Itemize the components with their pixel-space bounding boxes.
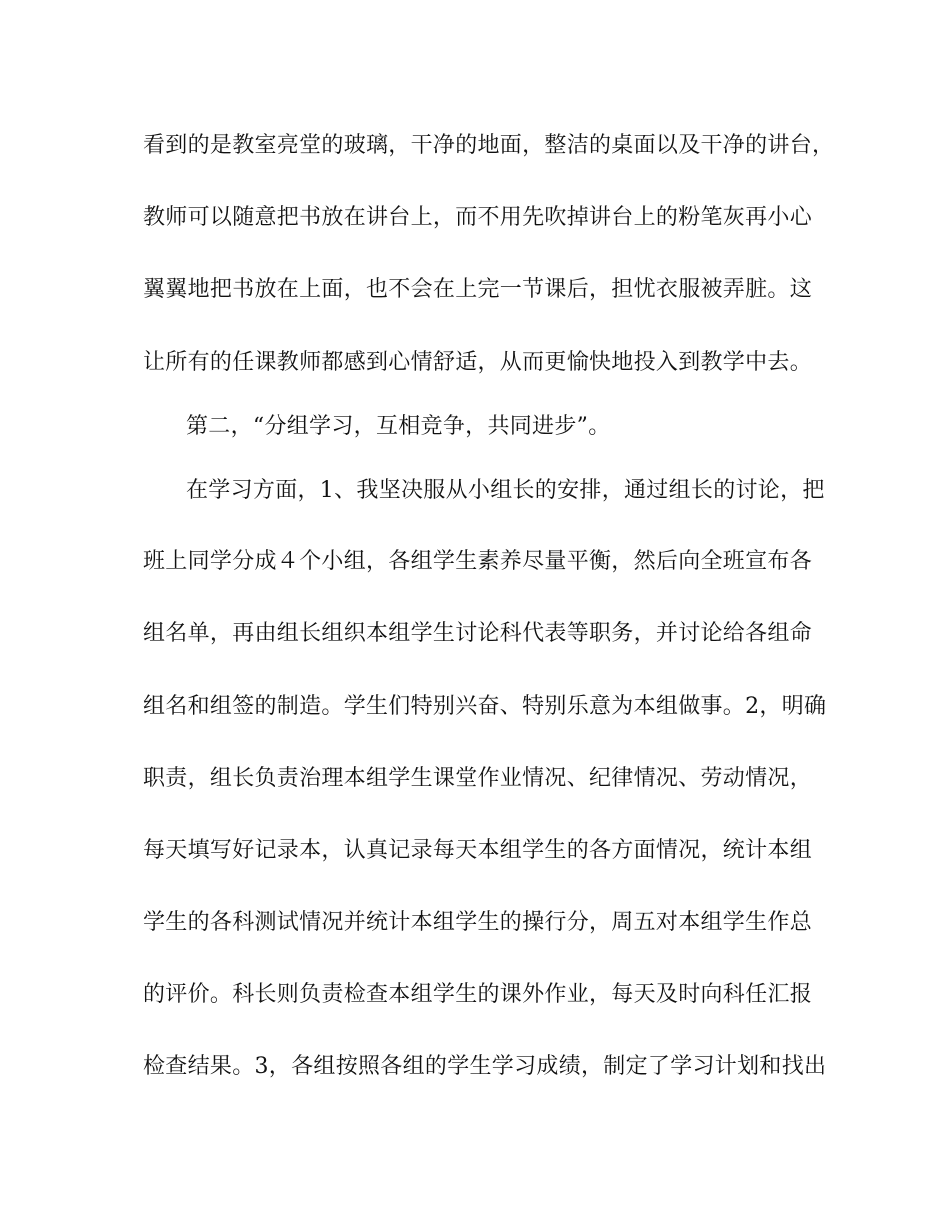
text-line: 检查结果。3，各组按照各组的学生学习成绩，制定了学习计划和找出: [143, 1054, 827, 1079]
text-line: 班上同学分成４个小组，各组学生素养尽量平衡，然后向全班宣布各: [143, 549, 813, 574]
section-heading: 第二，“分组学习，互相竞争，共同进步”。: [186, 414, 611, 439]
text-line: 组名和组签的制造。学生们特别兴奋、特别乐意为本组做事。2，明确: [143, 694, 827, 719]
text-line: 每天填写好记录本，认真记录每天本组学生的各方面情况，统计本组: [143, 838, 813, 863]
text-line: 看到的是教室亮堂的玻璃，干净的地面，整洁的桌面以及干净的讲台，: [143, 133, 835, 158]
text-line: 的评价。科长则负责检查本组学生的课外作业，每天及时向科任汇报: [143, 982, 813, 1007]
text-line: 学生的各科测试情况并统计本组学生的操行分，周五对本组学生作总: [143, 910, 813, 935]
paragraph-first-line: 在学习方面，1、我坚决服从小组长的安排，通过组长的讨论，把: [186, 478, 825, 503]
text-line: 组名单，再由组长组织本组学生讨论科代表等职务，并讨论给各组命: [143, 621, 813, 646]
text-line: 职责，组长负责治理本组学生课堂作业情况、纪律情况、劳动情况，: [143, 766, 813, 791]
text-line: 让所有的任课教师都感到心情舒适，从而更愉快地投入到教学中去。: [143, 350, 813, 375]
text-line: 教师可以随意把书放在讲台上，而不用先吹掉讲台上的粉笔灰再小心: [143, 205, 813, 230]
text-line: 翼翼地把书放在上面，也不会在上完一节课后，担忧衣服被弄脏。这: [143, 277, 813, 302]
